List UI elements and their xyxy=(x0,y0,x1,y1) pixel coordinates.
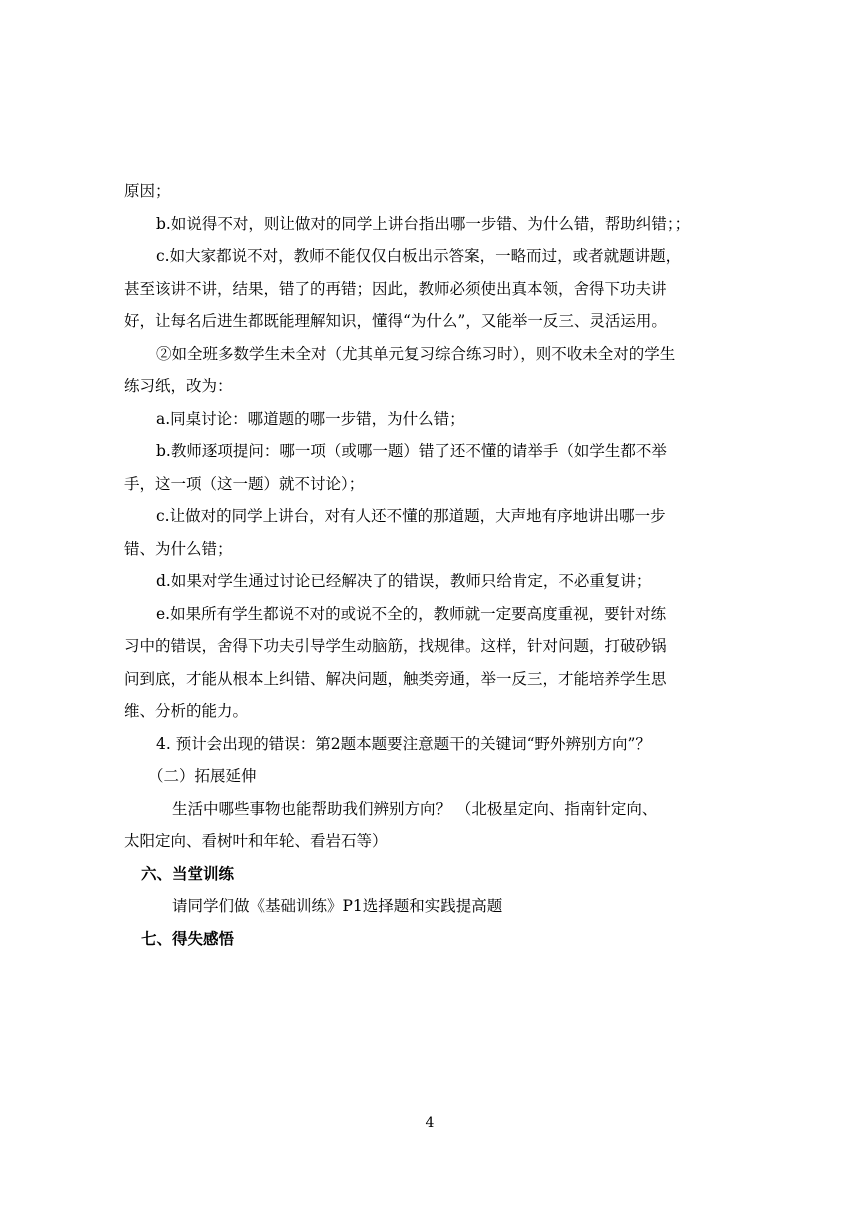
text-line: d.如果对学生通过讨论已经解决了的错误，教师只给肯定，不必重复讲； xyxy=(156,572,652,590)
text-line: c.如大家都说不对，教师不能仅仅白板出示答案，一略而过，或者就题讲题， xyxy=(156,247,682,265)
text-line: ②如全班多数学生未全对（尤其单元复习综合练习时），则不收未全对的学生 xyxy=(156,345,676,363)
text-line: b.如说得不对，则让做对的同学上讲台指出哪一步错、为什么错，帮助纠错；； xyxy=(156,215,691,233)
subsection-heading: （二）拓展延伸 xyxy=(148,767,257,785)
section-heading: 六、当堂训练 xyxy=(141,865,235,883)
text-line: 手，这一项（这一题）就不讨论）； xyxy=(124,475,365,493)
text-line: 习中的错误，舍得下功夫引导学生动脑筋，找规律。这样，针对问题，打破砂锅 xyxy=(124,637,667,655)
text-line: a.同桌讨论：哪道题的哪一步错，为什么错； xyxy=(156,410,465,428)
text-line: 原因； xyxy=(124,182,171,200)
text-line: 请同学们做《基础训练》P1选择题和实践提高题 xyxy=(172,897,503,915)
page-number: 4 xyxy=(425,1115,435,1131)
text-line: 好，让每名后进生都既能理解知识，懂得“为什么”，又能举一反三、灵活运用。 xyxy=(124,312,667,330)
text-line: 生活中哪些事物也能帮助我们辨别方向？ （北极星定向、指南针定向、 xyxy=(172,800,658,818)
text-line: 问到底，才能从根本上纠错、解决问题，触类旁通，举一反三，才能培养学生思 xyxy=(124,670,667,688)
section-heading: 七、得失感悟 xyxy=(141,930,235,948)
text-line: 4. 预计会出现的错误：第2题本题要注意题干的关键词“野外辨别方向”？ xyxy=(156,735,651,753)
text-line: 练习纸，改为： xyxy=(124,377,233,395)
text-line: e.如果所有学生都说不对的或说不全的，教师就一定要高度重视，要针对练 xyxy=(156,605,667,623)
text-line: c.让做对的同学上讲台，对有人还不懂的那道题，大声地有序地讲出哪一步 xyxy=(156,507,666,525)
text-line: 错、为什么错； xyxy=(124,540,233,558)
text-line: 维、分析的能力。 xyxy=(124,702,249,720)
text-line: b.教师逐项提问：哪一项（或哪一题）错了还不懂的请举手（如学生都不举 xyxy=(156,442,667,460)
text-line: 甚至该讲不讲，结果，错了的再错；因此，教师必须使出真本领，舍得下功夫讲 xyxy=(124,280,667,298)
text-line: 太阳定向、看树叶和年轮、看岩石等） xyxy=(124,832,388,850)
